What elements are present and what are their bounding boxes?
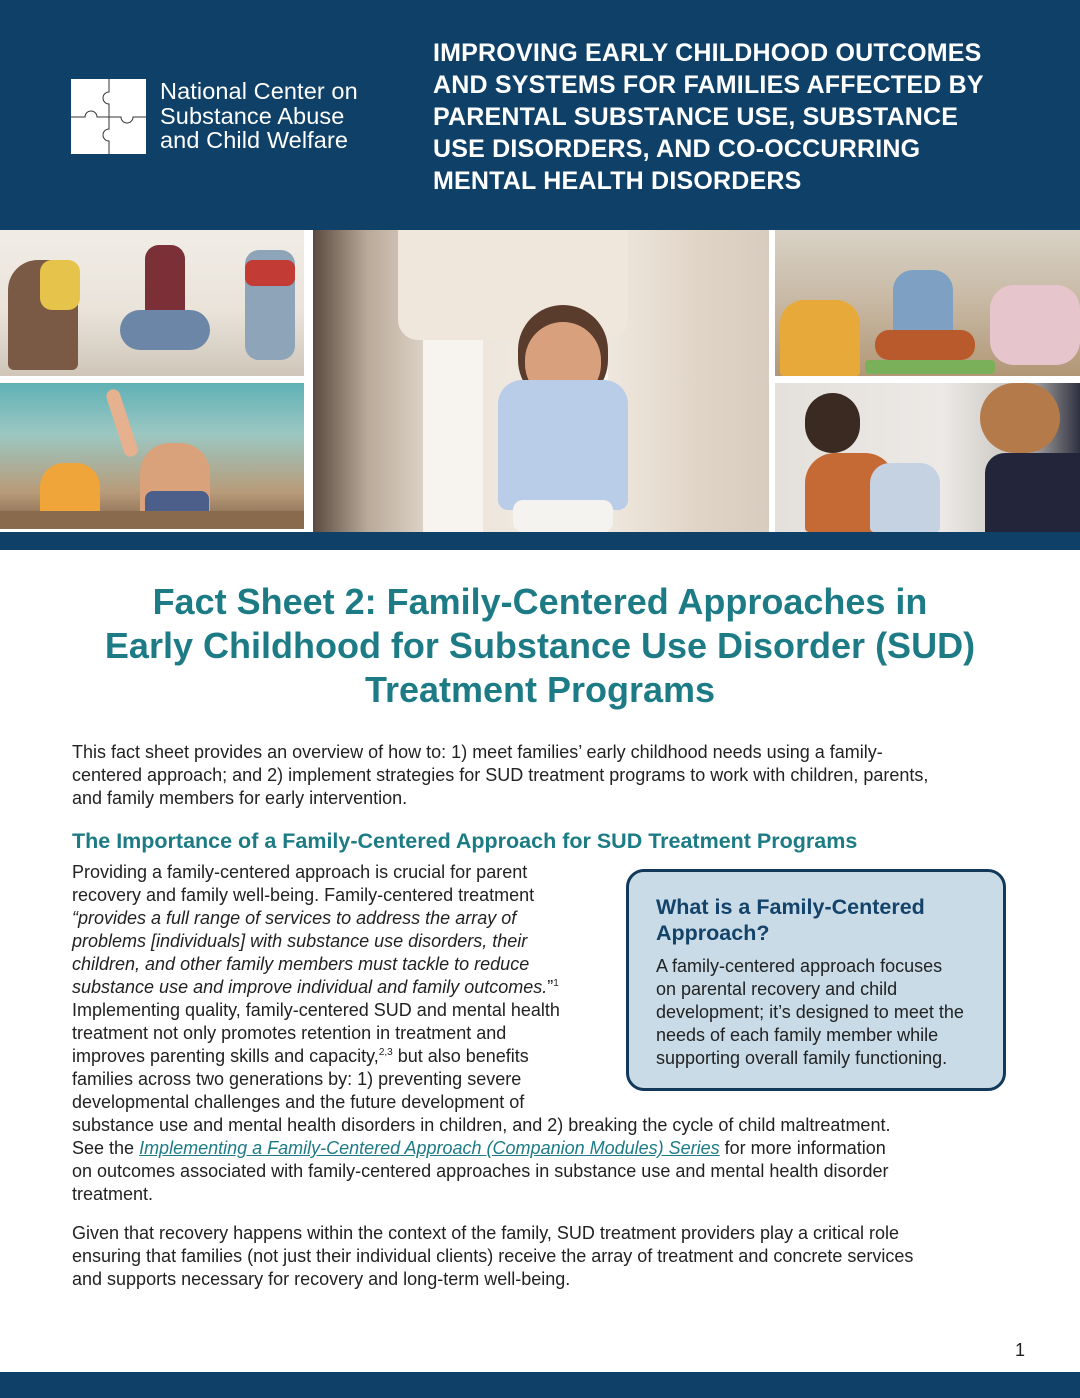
- text-line: developmental challenges and the future development of: [72, 1092, 525, 1112]
- companion-modules-link[interactable]: Implementing a Family-Centered Approach (Companion Modules) Series: [139, 1138, 720, 1158]
- text-line: substance use and mental health disorders in children, and 2) breaking the cycle of child maltreatment.: [72, 1115, 891, 1135]
- text-line: Implementing quality, family-centered SUD and mental health: [72, 1000, 560, 1020]
- photo-teacher-with-children-on-floor: [775, 230, 1080, 376]
- photo-child-raising-hand-in-classroom: [0, 383, 304, 529]
- intro-paragraph: This fact sheet provides an overview of how to: 1) meet families’ early childhood needs using a family- centered approach; and 2) implement strategies for SUD treatment programs to work with children, parents, and family members for early intervention.: [72, 742, 929, 808]
- photo-adults-playing-with-toddlers: [0, 230, 304, 376]
- footnote-ref: 2,3: [378, 1047, 393, 1058]
- text-line: recovery and family well-being. Family-centered treatment: [72, 885, 535, 905]
- section-heading: The Importance of a Family-Centered Approach for SUD Treatment Programs: [72, 829, 858, 853]
- callout-body: A family-centered approach focuses on parental recovery and child development; it’s designed to meet the needs of each family member while supporting overall family functioning.: [656, 956, 964, 1068]
- photo-collage: [0, 230, 1080, 532]
- footer-band: [0, 1372, 1080, 1398]
- text-line: families across two generations by: 1) preventing severe: [72, 1069, 522, 1089]
- definition-callout: [626, 869, 1006, 1091]
- page-title: Fact Sheet 2: Family-Centered Approaches in Early Childhood for Substance Use Disorder (SUD) Treatment Programs: [104, 581, 976, 710]
- text-line: See the Implementing a Family-Centered Approach (Companion Modules) Series for more information: [72, 1138, 886, 1158]
- photo-baby-learning-to-walk: [313, 230, 769, 532]
- callout-title: What is a Family-Centered Approach?: [656, 895, 925, 945]
- text-line: improves parenting skills and capacity,$^{2,3}$ but also benefits: [72, 1046, 529, 1066]
- divider-band: [0, 532, 1080, 550]
- header-banner: [0, 0, 1080, 230]
- text-line: treatment not only promotes retention in treatment and: [72, 1023, 507, 1043]
- organization-name: National Center on Substance Abuse and Child Welfare: [160, 78, 358, 153]
- text-line: Providing a family-centered approach is crucial for parent: [72, 862, 528, 882]
- quote-line: children, and other family members must tackle to reduce: [72, 954, 530, 974]
- closing-paragraph: Given that recovery happens within the context of the family, SUD treatment providers play a critical role ensuring that families (not just their individual clients) receive the array of treatment and concrete services and supports necessary for recovery and long-term well-being.: [72, 1223, 914, 1289]
- series-title: IMPROVING EARLY CHILDHOOD OUTCOMES AND SYSTEMS FOR FAMILIES AFFECTED BY PARENTAL SUBSTANCE USE, SUBSTANCE USE DISORDERS, AND CO-OCCURRING MENTAL HEALTH DISORDERS: [433, 39, 984, 195]
- photo-mother-daughter-with-caseworker: [775, 383, 1080, 532]
- quote-line: substance use and improve individual and family outcomes.”$^1$: [72, 977, 559, 997]
- puzzle-icon: [71, 79, 146, 154]
- quote-line: “provides a full range of services to address the array of: [72, 908, 517, 928]
- text-line: on outcomes associated with family-centered approaches in substance use and mental health disorder: [72, 1161, 889, 1181]
- footnote-ref: 1: [553, 978, 559, 989]
- text-line: treatment.: [72, 1184, 154, 1204]
- page-number: 1: [1015, 1340, 1026, 1360]
- quote-line: problems [individuals] with substance use disorders, their: [72, 931, 528, 951]
